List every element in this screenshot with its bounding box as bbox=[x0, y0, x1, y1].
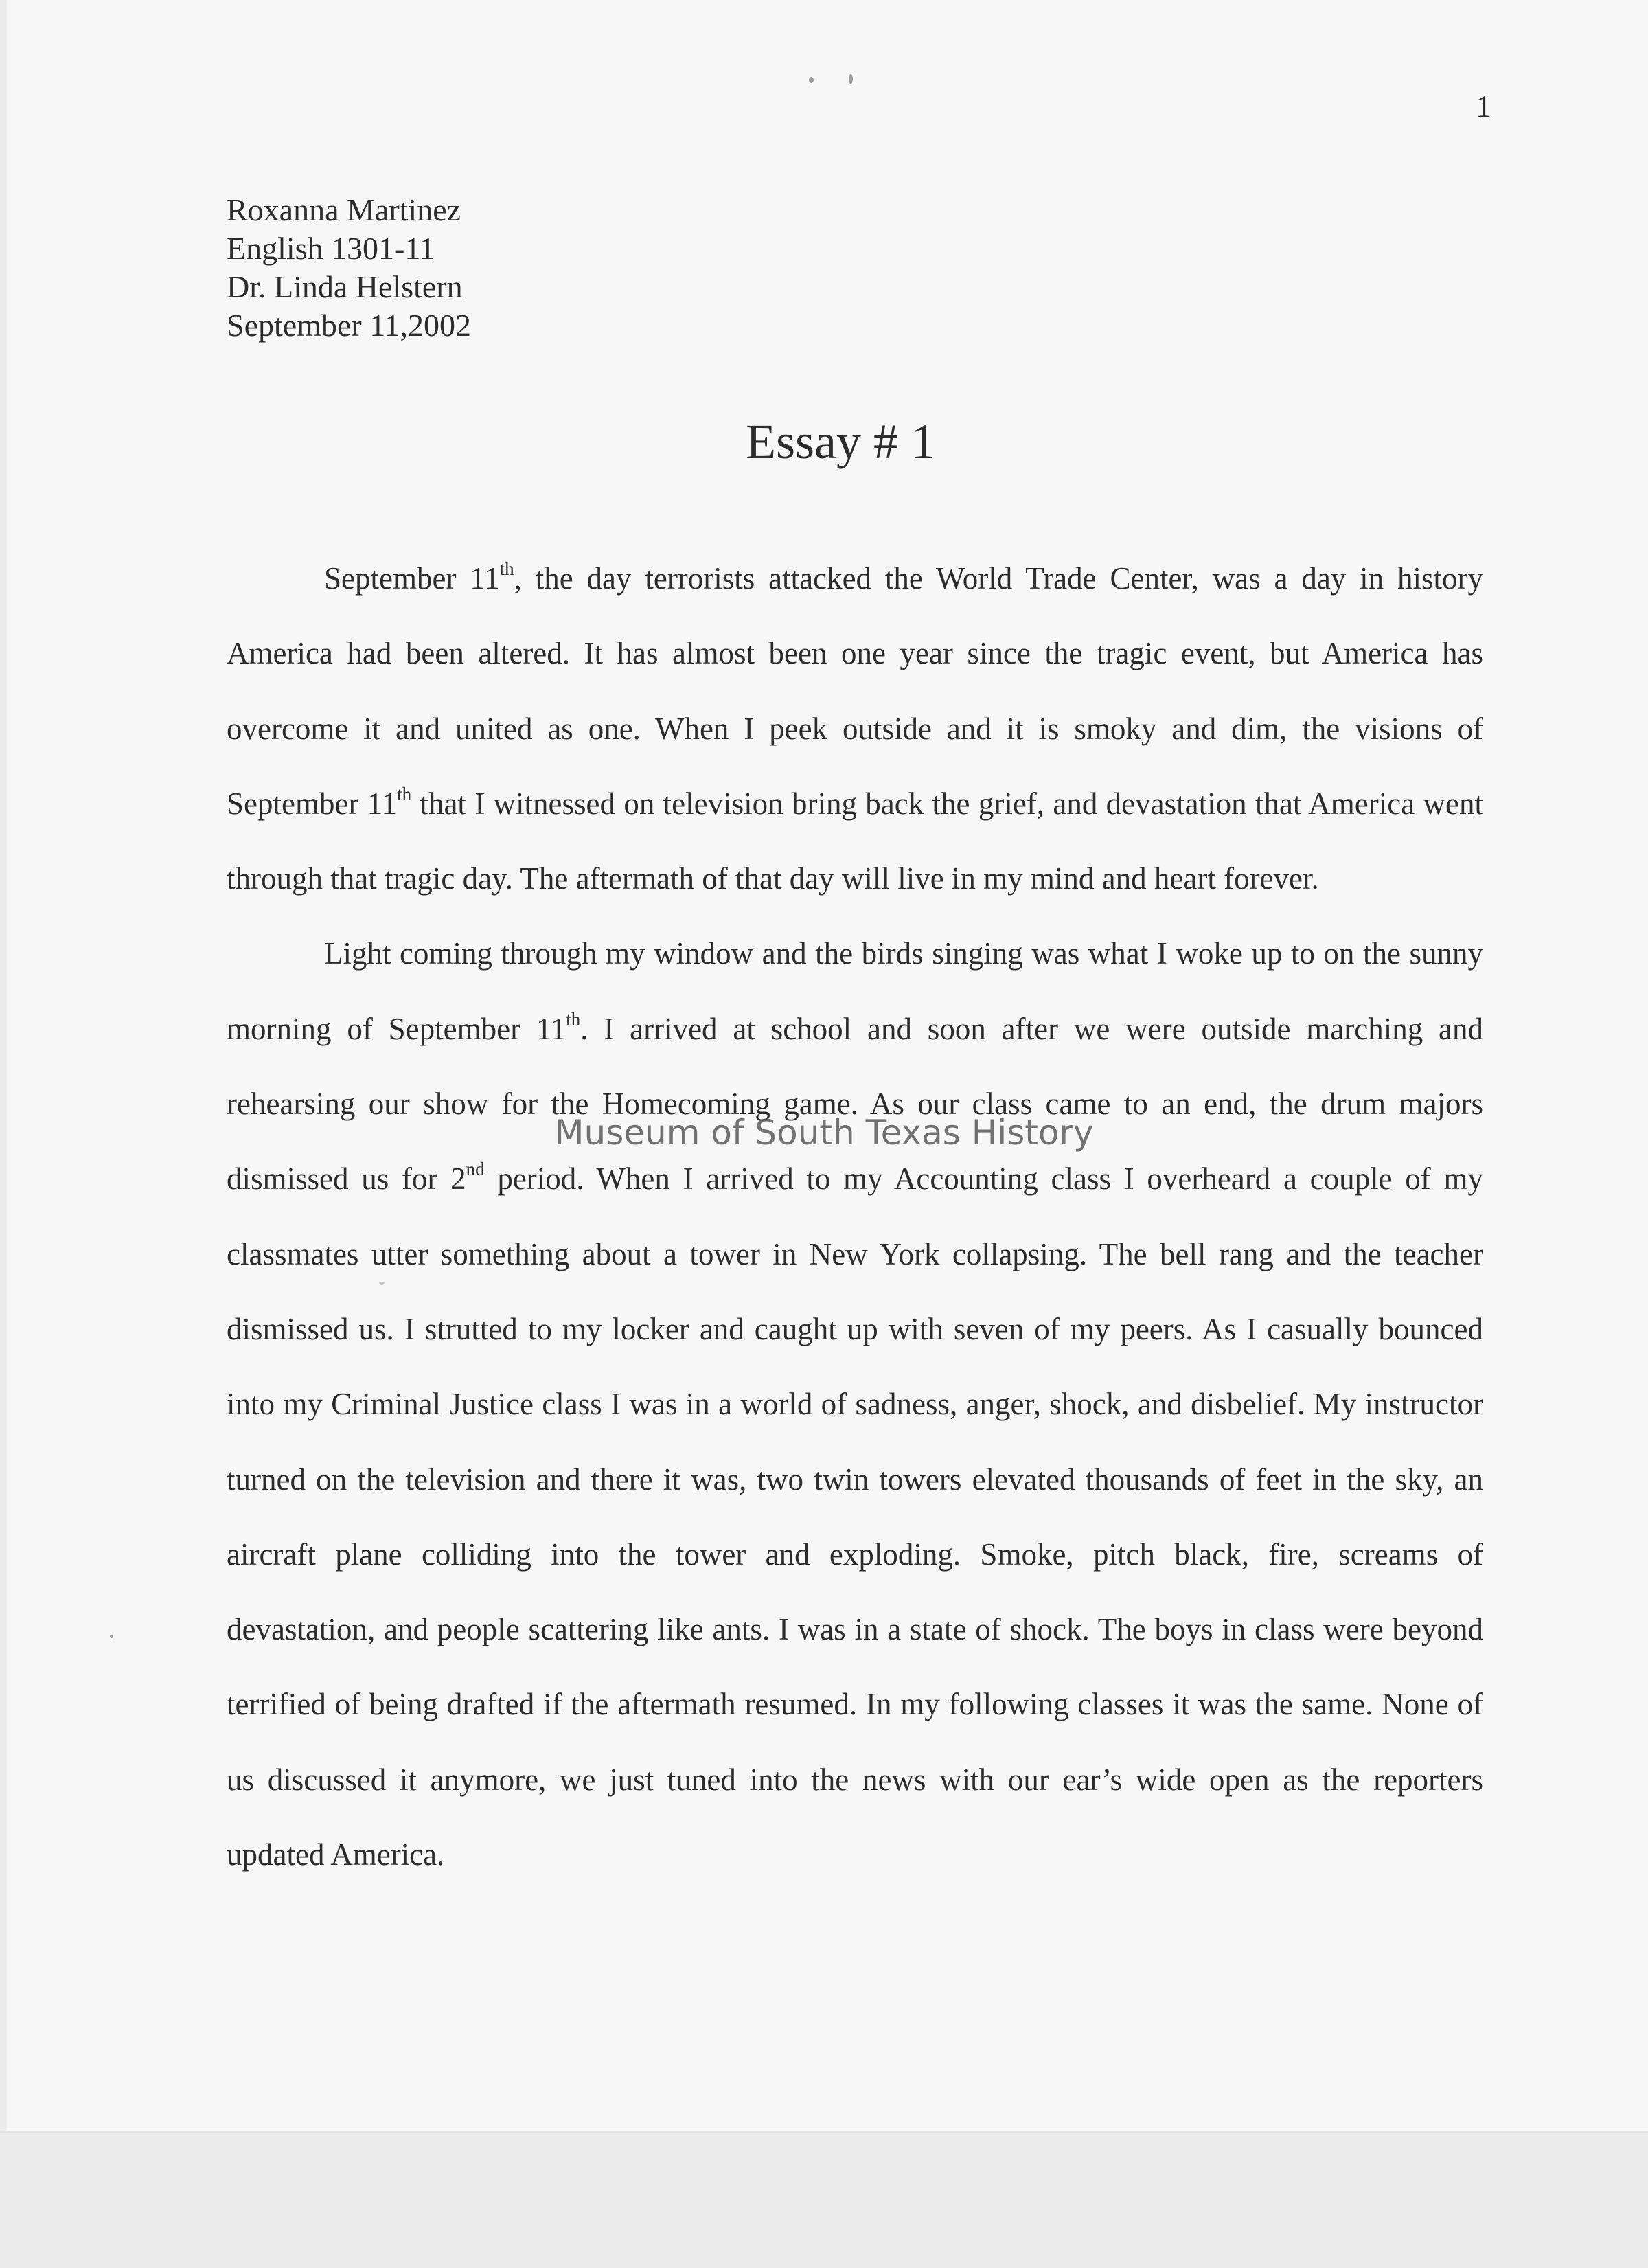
ordinal-suffix: th bbox=[397, 783, 412, 804]
essay-body bbox=[227, 541, 1483, 1892]
scan-speck bbox=[809, 77, 814, 83]
museum-watermark: Museum of South Texas History bbox=[554, 1113, 1094, 1153]
ordinal-suffix: th bbox=[499, 558, 514, 579]
paragraph-text: that I witnessed on television bring back the grief, and devastation that America went through that tragic day. The aftermath of that day will live in my mind and heart forever. bbox=[227, 786, 1483, 896]
scan-bottom-margin bbox=[0, 2131, 1648, 2268]
paragraph-1 bbox=[227, 541, 1483, 916]
author-name: Roxanna Martinez bbox=[227, 192, 461, 227]
paragraph-2 bbox=[227, 916, 1483, 1892]
paragraph-text: , the day terrorists attacked the World Trade Center, was a day in history America had been altered. It has almost been one year since the tragic event, but America has overcome it and united as one. When I peek outside and it is smoky and dim, the visions of September 11 bbox=[227, 561, 1483, 821]
scan-speck bbox=[849, 74, 853, 84]
paragraph-text: period. When I arrived to my Accounting class I overheard a couple of my classmates utter something about a tower in New York collapsing. The bell rang and the teacher dismissed us. I strutted to my locker and caught up with seven of my peers. As I casually bounced into my Criminal Justice class I was in a world of sadness, anger, shock, and disbelief. My instructor turned on the television and there it was, two twin towers elevated thousands of feet in the sky, an aircraft plane colliding into the tower and exploding. Smoke, pitch black, fire, screams of devastation, and people scattering like ants. I was in a state of shock. The boys in class were beyond terrified of being drafted if the aftermath resumed. In my following classes it was the same. None of us discussed it anymore, we just tuned into the news with our ear’s wide open as the reporters updated America. bbox=[227, 1161, 1483, 1872]
paragraph-text: . I arrived at school and soon after we were outside marching and rehearsing our show for the Homecoming game. As our class came to an end, the drum majors dismissed us for 2 bbox=[227, 1011, 1483, 1197]
essay-title: Essay # 1 bbox=[746, 414, 935, 469]
page-number: 1 bbox=[1476, 89, 1491, 124]
ordinal-suffix: th bbox=[566, 1008, 581, 1030]
instructor-name: Dr. Linda Helstern bbox=[227, 269, 463, 304]
course-name: English 1301-11 bbox=[227, 231, 435, 266]
student-header bbox=[227, 191, 471, 345]
scan-speck bbox=[110, 1635, 113, 1638]
ordinal-suffix: nd bbox=[466, 1159, 485, 1180]
scan-edge-shadow bbox=[0, 0, 7, 2131]
paragraph-text: Light coming through my window and the birds singing was what I woke up to on the sunny morning of September 11 bbox=[227, 936, 1483, 1046]
paragraph-text: September 11 bbox=[324, 561, 500, 596]
submission-date: September 11,2002 bbox=[227, 308, 472, 343]
